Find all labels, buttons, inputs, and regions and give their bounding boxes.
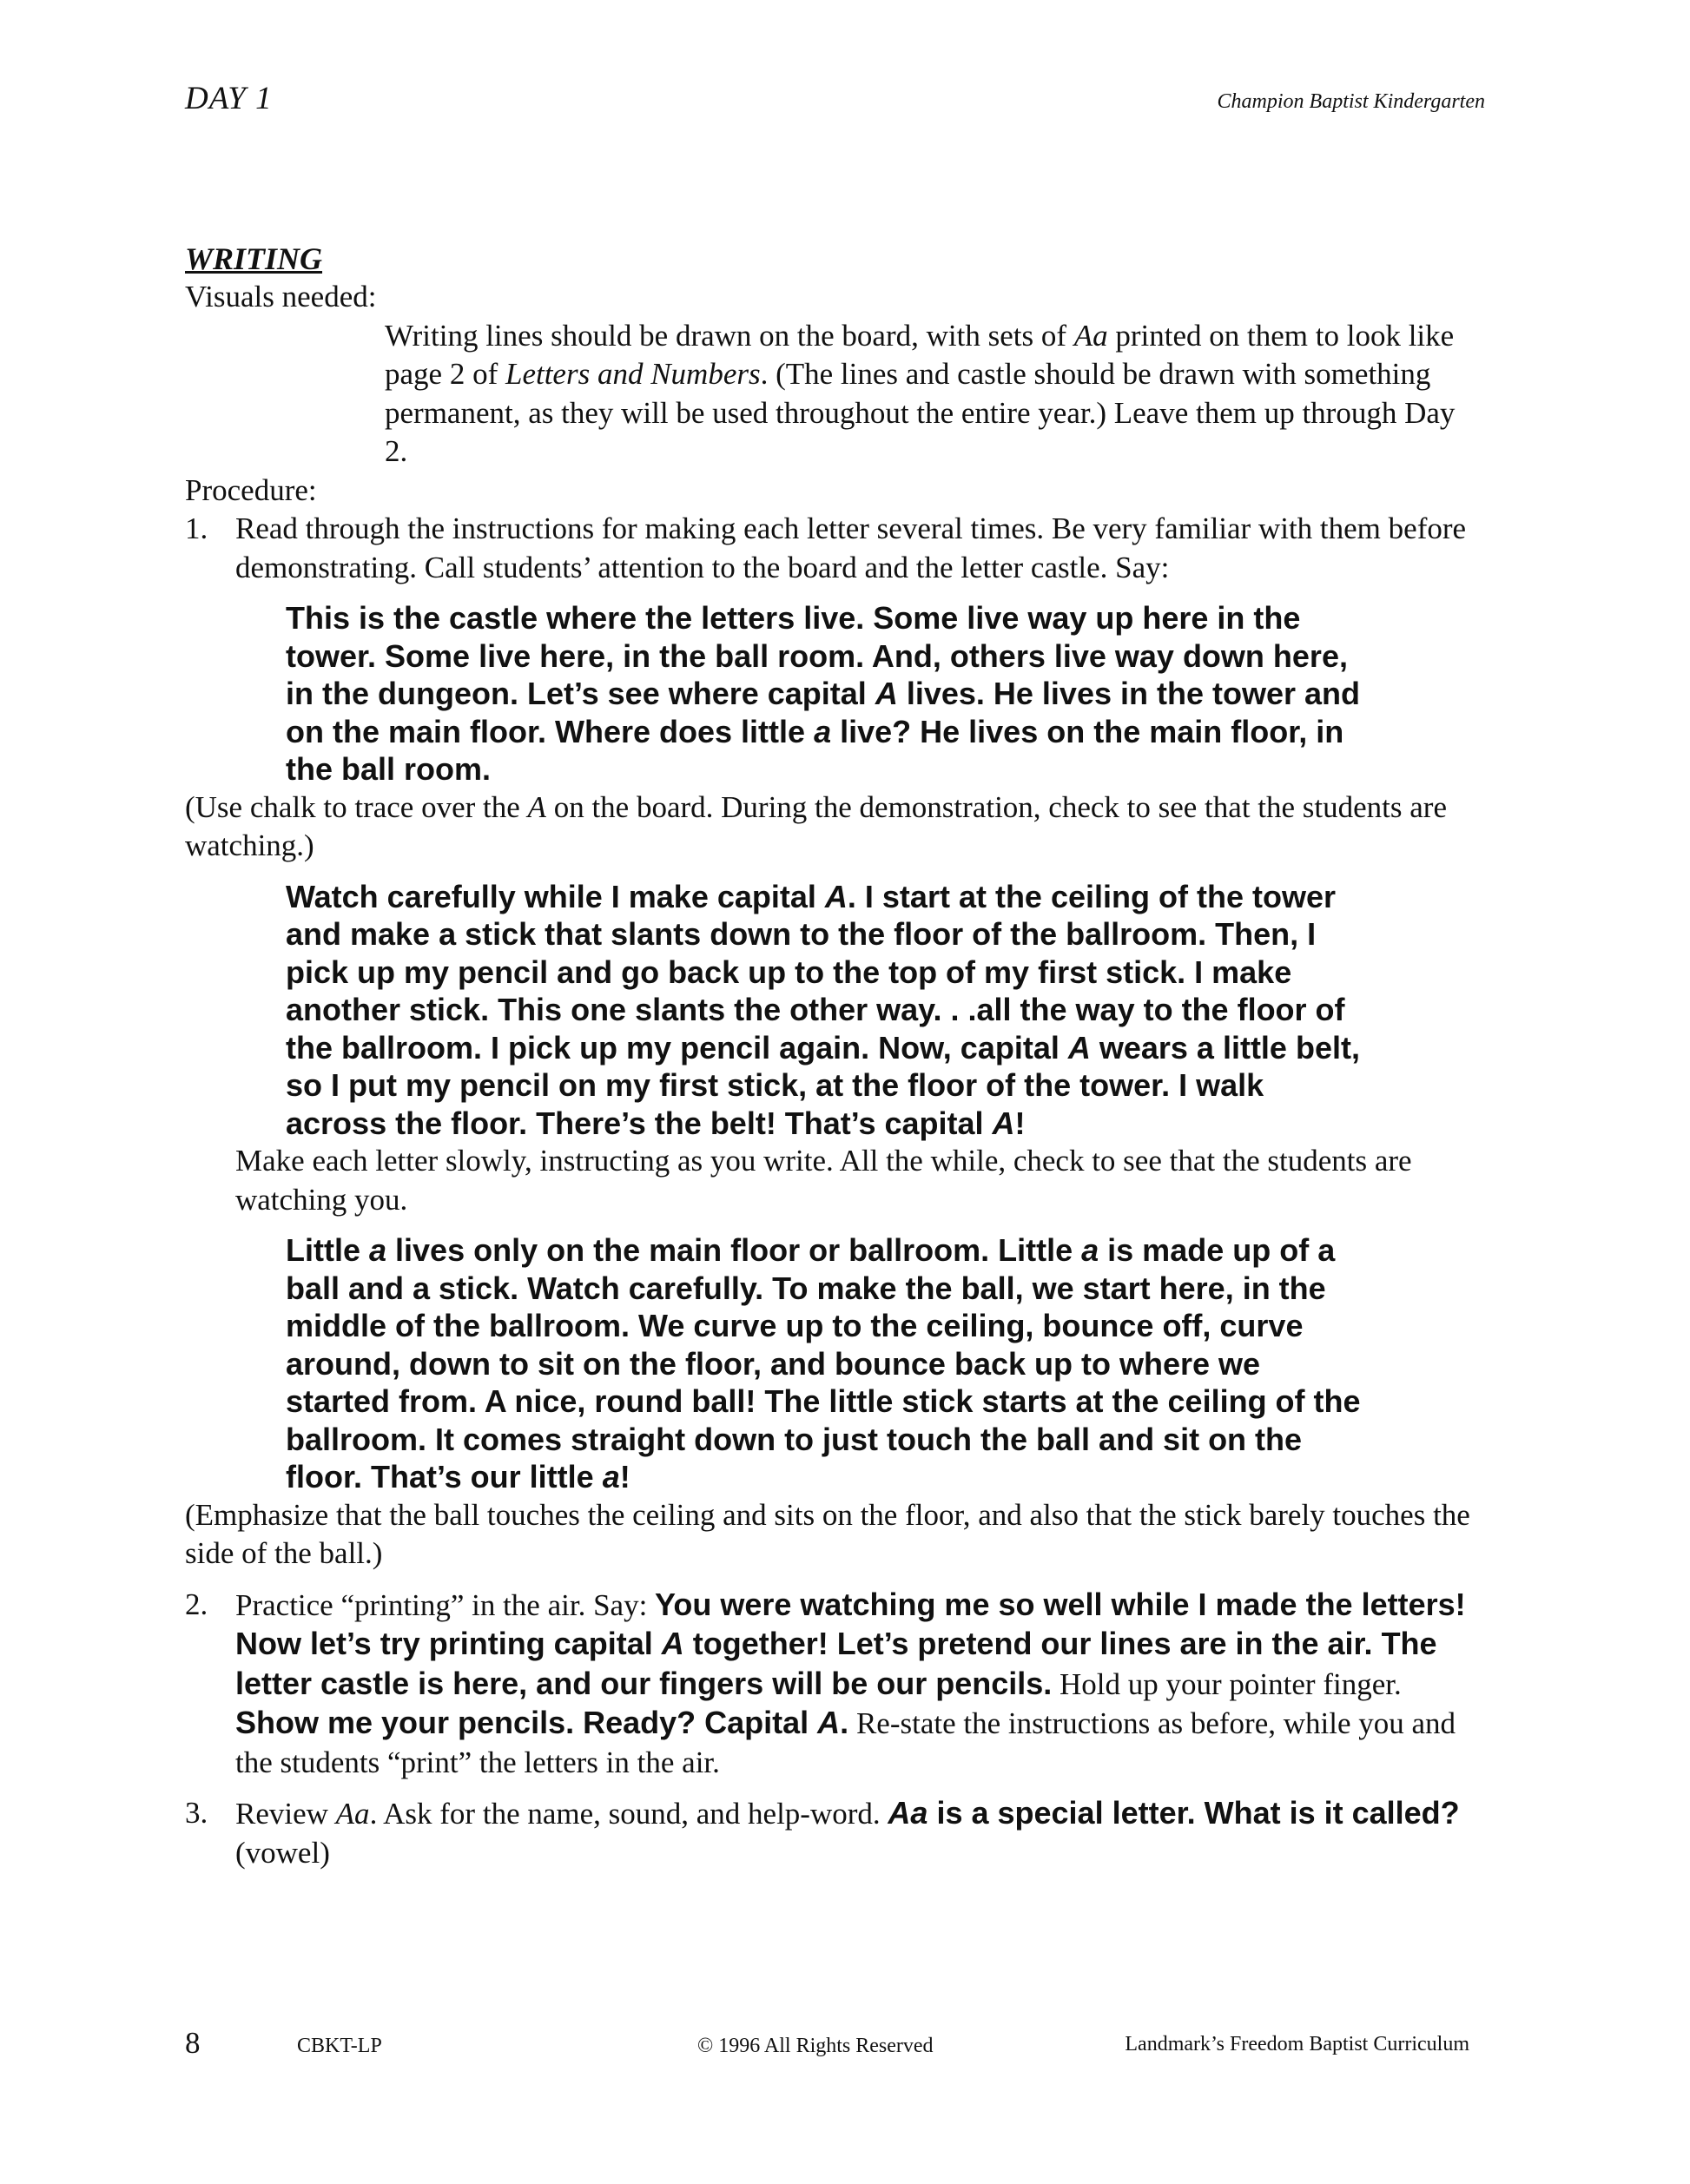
lesson-content: [185, 240, 1491, 1872]
step-3: [185, 1794, 1491, 1872]
footer-code: CBKT-LP: [297, 2035, 382, 2057]
step-1-intro: Read through the instructions for making each letter several times. Be very familiar with them before demonstrating. Call students’ attention to the board and the letter castle. Say:: [235, 511, 1467, 584]
step-3-text: Review Aa. Ask for the name, sound, and help-word. Aa is a special letter. What is it called? (vowel): [235, 1795, 1460, 1870]
visuals-text-aa: Aa: [1073, 318, 1108, 353]
visuals-label: Visuals needed:: [185, 280, 377, 313]
step-number: 2.: [185, 1587, 208, 1621]
footer-copyright: © 1996 All Rights Reserved: [697, 2035, 934, 2057]
script-capital-a: Watch carefully while I make capital A. I start at the ceiling of the tower and make a stick that slants down to the floor of the ballroom. Then, I pick up my pencil and go back up to the top of my first stick. I make another stick. This one slants the other way. . .all the way to the floor of the ballroom. I pick up my pencil again. Now, capital A wears a little belt, so I put my pencil on my first stick, at the floor of the tower. I walk across the floor. There’s the belt! That’s capital A!: [286, 878, 1360, 1141]
visuals-text-book: Letters and Numbers: [505, 357, 761, 391]
procedure-label: Procedure:: [185, 472, 317, 507]
step-number: 3.: [185, 1796, 208, 1830]
step-number: 1.: [185, 511, 208, 545]
step-1: [185, 510, 1491, 1574]
step-2-text: Practice “printing” in the air. Say: You were watching me so well while I made the letters! Now let’s try printing capital A together! Let’s pretend our lines are in the air. The letter castle is here, and our fingers will be our pencils. Hold up your pointer finger. Show me your pencils. Ready? Capital A. Re-state the instructions as before, while you and the students “print” the letters in the air.: [235, 1586, 1466, 1779]
page-number: 8: [185, 2026, 201, 2060]
script-little-a: Little a lives only on the main floor or ballroom. Little a is made up of a ball and a stick. Watch carefully. To make the ball, we start here, in the middle of the ballroom. We curve up to the ceiling, bounce off, curve around, down to sit on the floor, and bounce back up to where we started from. A nice, round ball! The little stick starts at the ceiling of the ballroom. It comes straight down to just touch the ball and sit on the floor. That’s our little a!: [286, 1232, 1361, 1494]
page-footer: [0, 2026, 1690, 2061]
procedure-list: [185, 510, 1491, 1872]
header-school-name: Champion Baptist Kindergarten: [1217, 90, 1485, 113]
step-2: [185, 1586, 1491, 1783]
note-trace: (Use chalk to trace over the A on the board. During the demonstration, check to see that the students are watching.): [185, 789, 1448, 862]
script-castle: This is the castle where the letters live. Some live way up here in the tower. Some live here, in the ball room. And, others live way down here, in the dungeon. Let’s see where capital A lives. He lives in the tower and on the main floor. Where does little a live? He lives on the main floor, in the ball room.: [286, 600, 1361, 787]
note-emphasize: (Emphasize that the ball touches the ceiling and sits on the floor, and also that the stick barely touches the side of the ball.): [185, 1497, 1470, 1570]
note-slowly: Make each letter slowly, instructing as you write. All the while, check to see that the students are watching you.: [235, 1144, 1412, 1217]
visuals-paragraph: [385, 317, 1470, 472]
visuals-text-1: Writing lines should be drawn on the board, with sets of: [385, 318, 1074, 353]
header-day-label: DAY 1: [185, 81, 273, 116]
visuals-text-3: . (The lines and castle should be drawn with something permanent, as they will be used throughout the entire year.) Leave them up through Day 2.: [385, 357, 1456, 468]
section-title: WRITING: [185, 241, 323, 276]
footer-curriculum: Landmark’s Freedom Baptist Curriculum: [1125, 2033, 1469, 2055]
visuals-text-2: printed on them to look like page 2 of: [385, 318, 1455, 391]
